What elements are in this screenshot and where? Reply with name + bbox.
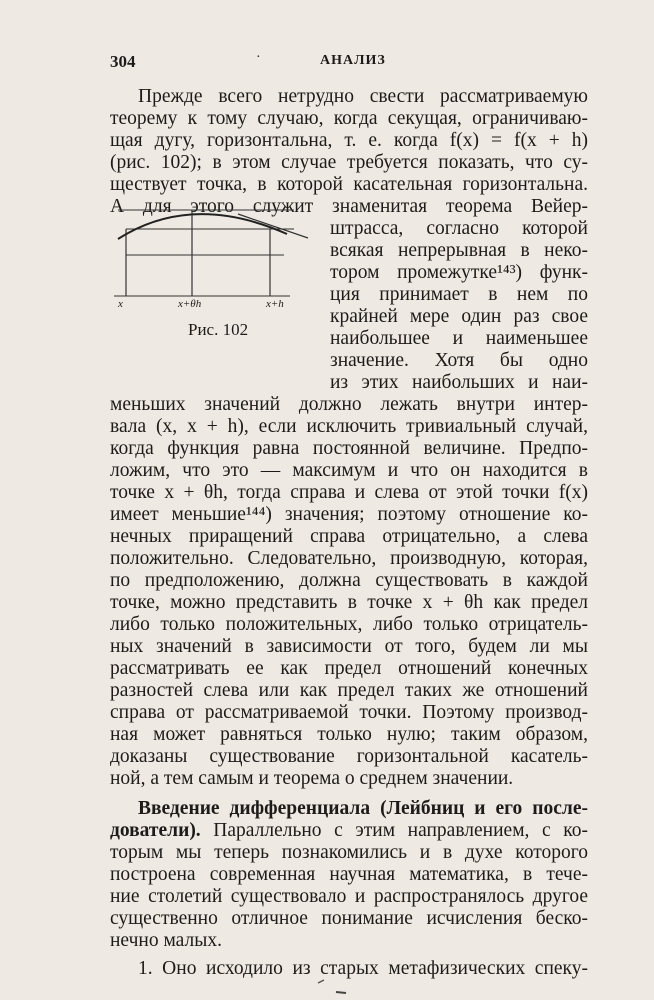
running-title: АНАЛИЗ xyxy=(320,53,386,68)
text-line: Прежде всего нетрудно свести рассматриваемую xyxy=(138,86,588,107)
text-line: нечных приращений справа отрицательно, а слева xyxy=(110,526,588,547)
text-line: построена современная научная математика, в тече- xyxy=(110,864,588,885)
text-line: теорему к тому случаю, когда секущая, ограничиваю- xyxy=(110,108,588,129)
ink-mark xyxy=(336,992,346,993)
text-line: крайней мере один раз свое xyxy=(330,306,588,327)
text-line: ная может равняться только нулю; таким образом, xyxy=(110,724,588,745)
page-number: 304 xyxy=(110,52,136,71)
text-line: ние столетий существовало и распространялось другое xyxy=(110,886,588,907)
text-line: ложим, что это — максимум и что он находится в xyxy=(110,460,588,481)
header-dot: · xyxy=(256,50,261,65)
text-line: вала (x, x + h), если исключить тривиальный случай, xyxy=(110,416,588,437)
text-line: имеет меньшие¹⁴⁴) значения; поэтому отношение ко- xyxy=(110,504,588,525)
text-line: ществует точка, в которой касательная горизонтальна. xyxy=(110,174,588,195)
text-line: по предположению, должна существовать в каждой xyxy=(110,570,588,591)
text-line: существенно отличное понимание исчисления беско- xyxy=(110,908,588,929)
text-line: ция принимает в нем по xyxy=(330,284,588,305)
text-line: значение. Хотя бы одно xyxy=(330,350,588,371)
figure-caption: Рис. 102 xyxy=(188,320,249,339)
text-line: всякая непрерывная в неко- xyxy=(330,240,588,261)
text-line: разностей слева или как предел таких же отношений xyxy=(110,680,588,701)
figure-label-x: x xyxy=(118,298,123,310)
text-line: рассматривать ее как предел отношений конечных xyxy=(110,658,588,679)
text-line: либо только положительных, либо только отрицатель- xyxy=(110,614,588,635)
text-line: наибольшее и наименьшее xyxy=(330,328,588,349)
text-line: меньших значений должно лежать внутри интер- xyxy=(110,394,588,415)
text-line: точке x + θh, тогда справа и слева от этой точки f(x) xyxy=(110,482,588,503)
text-line: А для этого служит знаменитая теорема Вейер- xyxy=(110,196,588,217)
text-line: из этих наибольших и наи- xyxy=(330,372,588,393)
text-line: положительно. Следовательно, производную, которая, xyxy=(110,548,588,569)
text-line: доказаны существование горизонтальной касатель- xyxy=(110,746,588,767)
section-heading: Введение дифференциала (Лейбниц и его после- xyxy=(138,798,588,819)
text-line: ных значений в зависимости от того, будем ли мы xyxy=(110,636,588,657)
ink-mark xyxy=(318,980,324,983)
text-line: штрасса, согласно которой xyxy=(330,218,588,239)
text-line: 1. Оно исходило из старых метафизических спеку- xyxy=(138,958,588,979)
section-heading-end: дователи). xyxy=(110,820,201,841)
text-line: нечно малых. xyxy=(110,930,222,951)
text-line: торым мы теперь познакомились и в духе которого xyxy=(110,842,588,863)
text-span: Параллельно с этим направлением, с ко- xyxy=(200,820,588,841)
text-line: когда функция равна постоянной величине. Предпо- xyxy=(110,438,588,459)
text-line: щая дугу, горизонтальна, т. е. когда f(x) = f(x + h) xyxy=(110,130,588,151)
figure-label-right: x+h xyxy=(266,298,284,310)
text-line: точке, можно представить в точке x + θh как предел xyxy=(110,592,588,613)
text-line: тором промежутке¹⁴³) функ- xyxy=(330,262,588,283)
figure-label-mid: x+θh xyxy=(178,298,202,310)
text-line: справа от рассматриваемой точки. Поэтому производ- xyxy=(110,702,588,723)
text-line: (рис. 102); в этом случае требуется показать, что су- xyxy=(110,152,588,173)
text-line: ной, а тем самым и теорема о среднем значении. xyxy=(110,768,514,789)
